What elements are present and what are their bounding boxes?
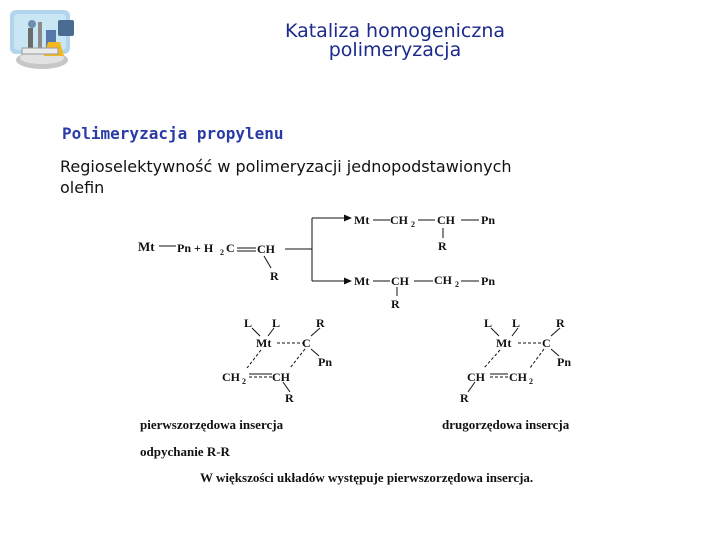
ts-left-l2: L	[272, 316, 281, 330]
ts-right-c: C	[542, 336, 551, 350]
top-pn: Pn	[481, 213, 496, 227]
ts-left-mt: Mt	[256, 336, 272, 350]
top-ch2: CH	[390, 213, 408, 227]
ts-left-pn: Pn	[318, 355, 333, 369]
ts-left-ch2-sub: 2	[242, 377, 246, 386]
caption-conclusion: W większości układów występuje pierwszorzędowa insercja.	[200, 470, 534, 485]
reactant-r: R	[270, 269, 279, 283]
reactant-c: C	[226, 241, 235, 255]
reactant-mt: Mt	[138, 239, 155, 254]
caption-secondary-insertion: drugorzędowa insercja	[442, 417, 570, 432]
bottom-r: R	[391, 297, 400, 311]
ts-right-ch2-sub: 2	[529, 377, 533, 386]
ts-right-mt: Mt	[496, 336, 512, 350]
ts-left-c: C	[302, 336, 311, 350]
top-r: R	[438, 239, 447, 253]
title-line-1: Kataliza homogeniczna	[284, 20, 506, 42]
description-line-1: Regioselektywność w polimeryzacji jednopodstawionych	[60, 157, 512, 176]
ts-right-ch2: CH	[509, 370, 527, 384]
bottom-ch2-sub: 2	[455, 280, 459, 289]
ts-left-r-top: R	[316, 316, 325, 330]
reactant-sub2: 2	[220, 248, 224, 257]
bottom-ch: CH	[391, 274, 409, 288]
reactant-ch: CH	[257, 242, 275, 256]
ts-right-r: R	[460, 391, 469, 405]
scheme-arrowheads	[344, 215, 352, 285]
title-line-2: polimeryzacja	[328, 39, 462, 61]
bottom-ch2: CH	[434, 273, 452, 287]
ts-left-l1: L	[244, 316, 253, 330]
ts-right-l2: L	[512, 316, 521, 330]
caption-primary-insertion: pierwszorzędowa insercja	[140, 417, 284, 432]
top-ch2-sub: 2	[411, 220, 415, 229]
bottom-mt: Mt	[354, 274, 370, 288]
ts-left-ch2: CH	[222, 370, 240, 384]
caption-repulsion: odpychanie R-R	[140, 444, 230, 459]
section-heading: Polimeryzacja propylenu	[62, 124, 284, 143]
scheme-bonds	[159, 218, 560, 392]
reactant-pn-h: Pn + H	[177, 241, 214, 255]
ts-right-pn: Pn	[557, 355, 572, 369]
bottom-pn: Pn	[481, 274, 496, 288]
ts-right-l1: L	[484, 316, 493, 330]
description-line-2: olefin	[60, 178, 105, 197]
ts-right-r-top: R	[556, 316, 565, 330]
ts-left-ch: CH	[272, 370, 290, 384]
ts-right-ch: CH	[467, 370, 485, 384]
top-mt: Mt	[354, 213, 370, 227]
ts-left-r: R	[285, 391, 294, 405]
top-ch: CH	[437, 213, 455, 227]
